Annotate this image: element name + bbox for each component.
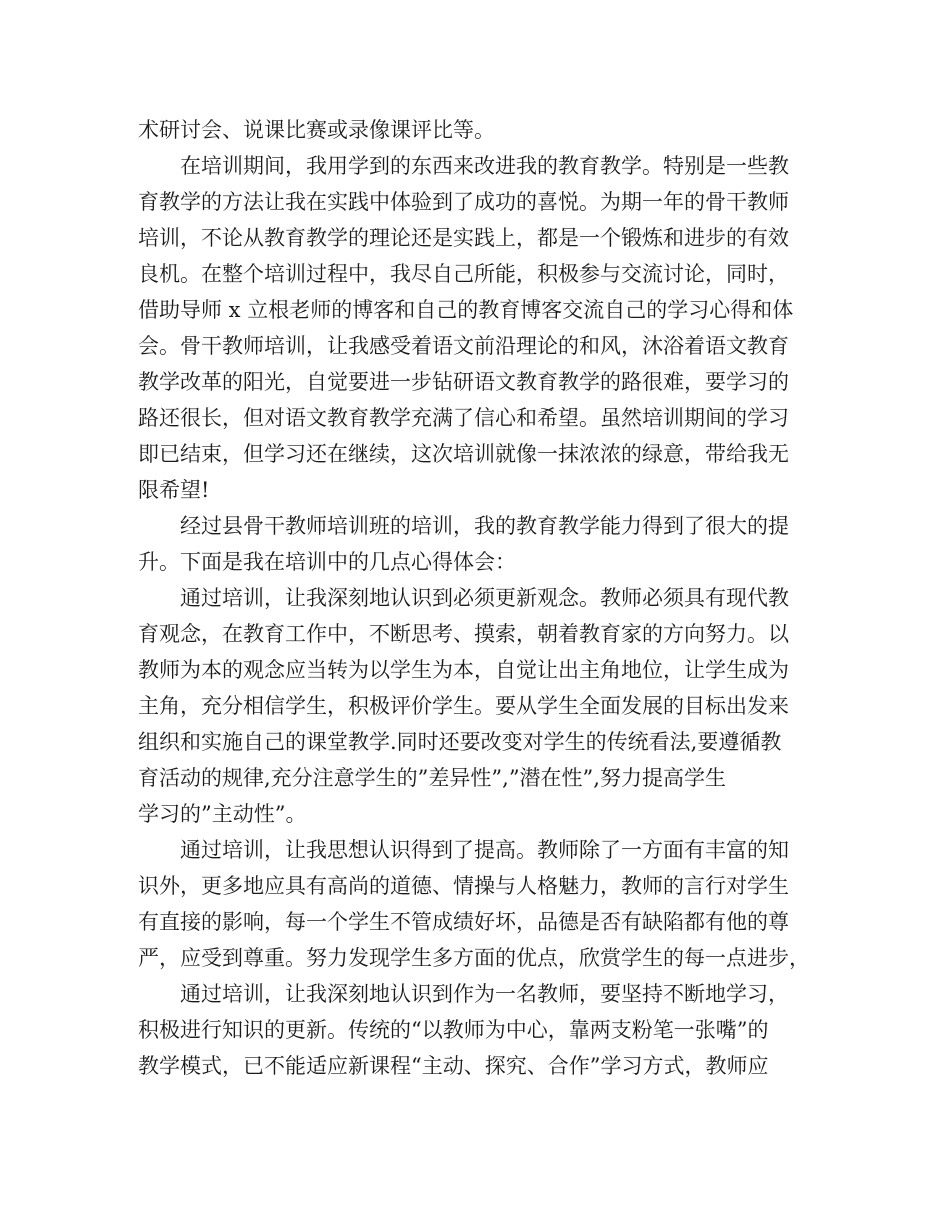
document-body: [138, 112, 828, 1084]
paragraph: [138, 976, 828, 1084]
text-line: 有直接的影响，每一个学生不管成绩好坏，品德是否有缺陷都有他的尊: [138, 910, 789, 934]
text-line: 积极进行知识的更新。传统的“以教师为中心，靠两支粉笔一张嘴”的: [138, 1018, 769, 1042]
text-line: 育活动的规律,充分注意学生的”差异性”,”潜在性”,努力提高学生: [138, 766, 726, 790]
text-line: 限希望!: [138, 478, 210, 502]
text-line: 术研讨会、说课比赛或录像课评比等。: [138, 118, 495, 142]
text-line: 通过培训，让我思想认识得到了提高。教师除了一方面有丰富的知: [180, 838, 789, 862]
paragraph: [138, 832, 828, 976]
text-line: 通过培训，让我深刻地认识到必须更新观念。教师必须具有现代教: [180, 586, 789, 610]
text-line: 经过县骨干教师培训班的培训，我的教育教学能力得到了很大的提: [180, 514, 789, 538]
text-line: 借助导师 x 立根老师的博客和自己的教育博客交流自己的学习心得和体: [138, 298, 794, 322]
text-line: 培训，不论从教育教学的理论还是实践上，都是一个锻炼和进步的有效: [138, 226, 789, 250]
text-line: 严，应受到尊重。努力发现学生多方面的优点，欣赏学生的每一点进步，: [138, 946, 810, 970]
paragraph: [138, 508, 828, 580]
text-line: 通过培训，让我深刻地认识到作为一名教师，要坚持不断地学习，: [180, 982, 789, 1006]
text-line: 主角，充分相信学生，积极评价学生。要从学生全面发展的目标出发来: [138, 694, 789, 718]
text-line: 升。下面是我在培训中的几点心得体会：: [138, 550, 516, 574]
text-line: 会。骨干教师培训，让我感受着语文前沿理论的和风，沐浴着语文教育: [138, 334, 789, 358]
text-line: 识外，更多地应具有高尚的道德、情操与人格魅力，教师的言行对学生: [138, 874, 789, 898]
text-line: 学习的”主动性”。: [138, 802, 307, 826]
text-line: 良机。在整个培训过程中，我尽自己所能，积极参与交流讨论，同时，: [138, 262, 789, 286]
paragraph: [138, 148, 828, 508]
text-line: 教师为本的观念应当转为以学生为本，自觉让出主角地位，让学生成为: [138, 658, 789, 682]
text-line: 育观念，在教育工作中，不断思考、摸索，朝着教育家的方向努力。以: [138, 622, 789, 646]
text-line: 育教学的方法让我在实践中体验到了成功的喜悦。为期一年的骨干教师: [138, 190, 789, 214]
paragraph: [138, 112, 828, 148]
paragraph: [138, 580, 828, 832]
text-line: 即已结束，但学习还在继续，这次培训就像一抹浓浓的绿意，带给我无: [138, 442, 789, 466]
text-line: 在培训期间，我用学到的东西来改进我的教育教学。特别是一些教: [180, 154, 789, 178]
text-line: 组织和实施自己的课堂教学.同时还要改变对学生的传统看法,要遵循教: [138, 730, 782, 754]
text-line: 教学改革的阳光，自觉要进一步钻研语文教育教学的路很难，要学习的: [138, 370, 789, 394]
text-line: 路还很长，但对语文教育教学充满了信心和希望。虽然培训期间的学习: [138, 406, 789, 430]
text-line: 教学模式，已不能适应新课程“主动、探究、合作”学习方式，教师应: [138, 1054, 769, 1078]
